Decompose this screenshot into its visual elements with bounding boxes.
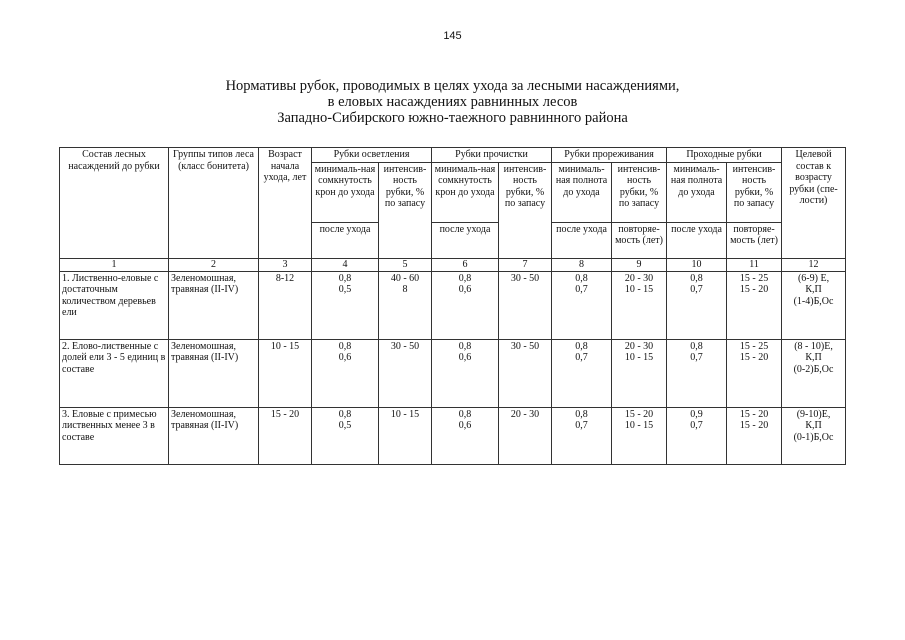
row-cell: 30 - 50 bbox=[499, 339, 552, 407]
col-number: 10 bbox=[667, 258, 727, 271]
header-after-care-3: после ухода bbox=[552, 222, 612, 258]
row-cell: 15 - 20 15 - 20 bbox=[727, 407, 782, 464]
header-after-care-4: после ухода bbox=[667, 222, 727, 258]
row-age: 15 - 20 bbox=[259, 407, 312, 464]
col-number: 8 bbox=[552, 258, 612, 271]
row-cell: 0,8 0,7 bbox=[667, 339, 727, 407]
header-composition: Состав лесных насаждений до рубки bbox=[60, 148, 169, 259]
row-cell: 0,8 0,7 bbox=[667, 271, 727, 339]
col-number: 3 bbox=[259, 258, 312, 271]
row-cell: 0,8 0,6 bbox=[432, 339, 499, 407]
norms-table bbox=[59, 147, 846, 465]
header-start-age: Возраст начала ухода, лет bbox=[259, 148, 312, 259]
table-row bbox=[60, 271, 846, 339]
row-cell: 0,8 0,7 bbox=[552, 407, 612, 464]
col-number: 7 bbox=[499, 258, 552, 271]
header-clarification: Рубки осветления bbox=[312, 148, 432, 163]
col-number: 12 bbox=[782, 258, 846, 271]
row-cell: 40 - 60 8 bbox=[379, 271, 432, 339]
header-repeat-1: повторяе-мость (лет) bbox=[612, 222, 667, 258]
header-min-canopy-1: минималь-ная сомкнутость крон до ухода bbox=[312, 162, 379, 222]
header-min-density-1: минималь-ная полнота до ухода bbox=[552, 162, 612, 222]
row-forest-group: Зеленомошная, травяная (II-IV) bbox=[169, 339, 259, 407]
title-line-1: Нормативы рубок, проводимых в целях ухода за лесными насаждениями, bbox=[225, 78, 680, 94]
row-cell: 0,8 0,6 bbox=[312, 339, 379, 407]
table-row bbox=[60, 339, 846, 407]
row-cell: 30 - 50 bbox=[379, 339, 432, 407]
row-forest-group: Зеленомошная, травяная (II-IV) bbox=[169, 271, 259, 339]
title-line-2: в еловых насаждениях равнинных лесов bbox=[327, 94, 578, 110]
row-cell: 0,8 0,6 bbox=[432, 407, 499, 464]
row-composition: 3. Еловые с примесью лиственных менее 3 в составе bbox=[60, 407, 169, 464]
row-cell: 0,9 0,7 bbox=[667, 407, 727, 464]
row-age: 10 - 15 bbox=[259, 339, 312, 407]
row-cell: 10 - 15 bbox=[379, 407, 432, 464]
header-intensity-1: интенсив-ность рубки, % по запасу bbox=[379, 162, 432, 258]
row-cell: 20 - 30 bbox=[499, 407, 552, 464]
row-target: (6-9) Е, К,П (1-4)Б,Ос bbox=[782, 271, 846, 339]
table-row bbox=[60, 407, 846, 464]
col-number: 11 bbox=[727, 258, 782, 271]
page-number: 145 bbox=[443, 30, 462, 42]
header-min-density-2: минималь-ная полнота до ухода bbox=[667, 162, 727, 222]
row-cell: 0,8 0,7 bbox=[552, 271, 612, 339]
header-min-canopy-2: минималь-ная сомкнутость крон до ухода bbox=[432, 162, 499, 222]
col-number: 9 bbox=[612, 258, 667, 271]
row-target: (8 - 10)Е, К,П (0-2)Б,Ос bbox=[782, 339, 846, 407]
col-number: 4 bbox=[312, 258, 379, 271]
row-cell: 20 - 30 10 - 15 bbox=[612, 271, 667, 339]
col-number: 6 bbox=[432, 258, 499, 271]
header-intensity-2: интенсив-ность рубки, % по запасу bbox=[499, 162, 552, 258]
header-target: Целевой состав к возрасту рубки (спе-лости) bbox=[782, 148, 846, 259]
header-repeat-2: повторяе-мость (лет) bbox=[727, 222, 782, 258]
row-age: 8-12 bbox=[259, 271, 312, 339]
header-intensity-4: интенсив-ность рубки, % по запасу bbox=[727, 162, 782, 222]
col-number: 5 bbox=[379, 258, 432, 271]
row-cell: 15 - 25 15 - 20 bbox=[727, 339, 782, 407]
header-thinning: Рубки прореживания bbox=[552, 148, 667, 163]
row-composition: 2. Елово-лиственные с долей ели 3 - 5 единиц в составе bbox=[60, 339, 169, 407]
header-after-care-1: после ухода bbox=[312, 222, 379, 258]
col-number: 2 bbox=[169, 258, 259, 271]
document-title bbox=[0, 78, 905, 126]
row-cell: 0,8 0,7 bbox=[552, 339, 612, 407]
row-target: (9-10)Е, К,П (0-1)Б,Ос bbox=[782, 407, 846, 464]
col-number: 1 bbox=[60, 258, 169, 271]
header-after-care-2: после ухода bbox=[432, 222, 499, 258]
row-cell: 30 - 50 bbox=[499, 271, 552, 339]
header-cleaning: Рубки прочистки bbox=[432, 148, 552, 163]
row-cell: 0,8 0,6 bbox=[432, 271, 499, 339]
header-forest-groups: Группы типов леса (класс бонитета) bbox=[169, 148, 259, 259]
row-forest-group: Зеленомошная, травяная (II-IV) bbox=[169, 407, 259, 464]
row-cell: 15 - 25 15 - 20 bbox=[727, 271, 782, 339]
row-composition: 1. Лиственно-еловые с достаточным количеством деревьев ели bbox=[60, 271, 169, 339]
header-intensity-3: интенсив-ность рубки, % по запасу bbox=[612, 162, 667, 222]
title-line-3: Западно-Сибирского южно-таежного равнинного района bbox=[277, 110, 628, 126]
row-cell: 0,8 0,5 bbox=[312, 271, 379, 339]
row-cell: 20 - 30 10 - 15 bbox=[612, 339, 667, 407]
row-cell: 15 - 20 10 - 15 bbox=[612, 407, 667, 464]
header-passing: Проходные рубки bbox=[667, 148, 782, 163]
row-cell: 0,8 0,5 bbox=[312, 407, 379, 464]
